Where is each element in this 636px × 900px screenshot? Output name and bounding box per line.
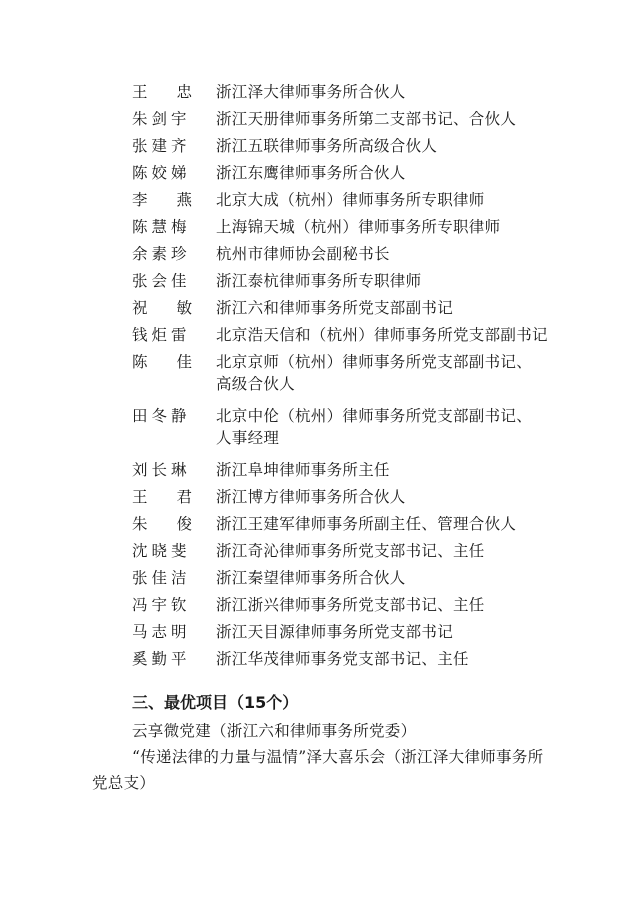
member-name: 王 君 [132, 488, 192, 506]
member-title: 浙江东鹰律师事务所合伙人 [216, 164, 406, 182]
member-name: 钱炬雷 [132, 326, 191, 344]
member-title: 浙江博方律师事务所合伙人 [216, 488, 406, 506]
project-item: “传递法律的力量与温情”泽大喜乐会（浙江泽大律师事务所党总支） [92, 748, 544, 792]
member-name: 张佳洁 [132, 569, 191, 587]
member-name: 陈姣娣 [132, 164, 191, 182]
member-name: 马志明 [132, 623, 191, 641]
member-name: 王 忠 [132, 83, 192, 101]
member-title: 北京中伦（杭州）律师事务所党支部副书记、 人事经理 [216, 407, 533, 447]
member-title: 浙江秦望律师事务所合伙人 [216, 569, 406, 587]
member-name: 奚勤平 [132, 650, 191, 668]
member-title: 浙江阜坤律师事务所主任 [216, 461, 390, 479]
member-title: 浙江天册律师事务所第二支部书记、合伙人 [216, 110, 517, 128]
member-name: 朱剑宇 [132, 110, 191, 128]
member-name: 陈 佳 [132, 353, 192, 371]
member-title: 上海锦天城（杭州）律师事务所专职律师 [216, 218, 501, 236]
member-name: 张建齐 [132, 137, 191, 155]
member-title: 北京浩天信和（杭州）律师事务所党支部副书记 [216, 326, 548, 344]
member-name: 朱 俊 [132, 515, 192, 533]
member-title: 浙江六和律师事务所党支部副书记 [216, 299, 454, 317]
member-title: 杭州市律师协会副秘书长 [216, 245, 390, 263]
member-title: 北京大成（杭州）律师事务所专职律师 [216, 191, 485, 209]
member-name: 余素珍 [132, 245, 191, 263]
member-title: 浙江天目源律师事务所党支部书记 [216, 623, 454, 641]
member-title: 浙江五联律师事务所高级合伙人 [216, 137, 438, 155]
member-title: 浙江浙兴律师事务所党支部书记、主任 [216, 596, 485, 614]
member-name: 李 燕 [132, 191, 192, 209]
member-name: 祝 敏 [132, 299, 192, 317]
member-name: 张会佳 [132, 272, 191, 290]
member-name: 田冬静 [132, 407, 191, 425]
member-name: 陈慧梅 [132, 218, 191, 236]
member-title: 北京京师（杭州）律师事务所党支部副书记、 高级合伙人 [216, 353, 533, 393]
member-title: 浙江泽大律师事务所合伙人 [216, 83, 406, 101]
member-title: 浙江王建军律师事务所副主任、管理合伙人 [216, 515, 517, 533]
section-heading: 三、最优项目（15个） [132, 693, 299, 712]
member-name: 沈晓斐 [132, 542, 191, 560]
project-item: 云享微党建（浙江六和律师事务所党委） [132, 722, 417, 740]
member-title: 浙江奇沁律师事务所党支部书记、主任 [216, 542, 485, 560]
member-title: 浙江华茂律师事务党支部书记、主任 [216, 650, 469, 668]
member-name: 冯宇钦 [132, 596, 191, 614]
member-title: 浙江泰杭律师事务所专职律师 [216, 272, 422, 290]
member-name: 刘长琳 [132, 461, 191, 479]
